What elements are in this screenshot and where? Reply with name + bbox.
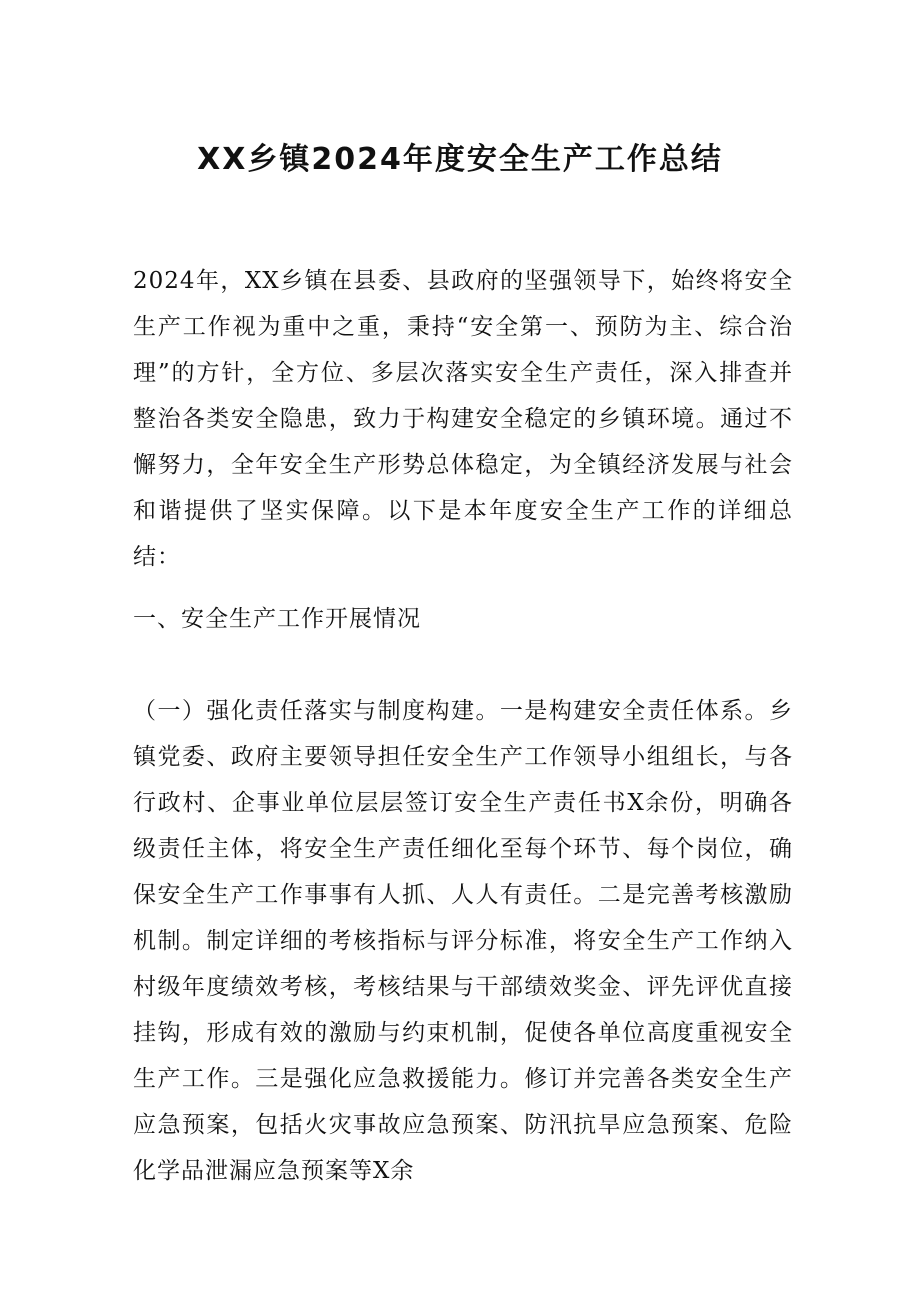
document-title: XX乡镇2024年度安全生产工作总结 (197, 142, 723, 177)
section-heading: 一、安全生产工作开展情况 (133, 606, 421, 632)
intro-paragraph: 2024年，XX乡镇在县委、县政府的坚强领导下，始终将安全生产工作视为重中之重，秉持“安全第一、预防为主、综合治理”的方针，全方位、多层次落实安全生产责任，深入排查并整治各类安全隐患，致力于构建安全稳定的乡镇环境。通过不懈努力，全年安全生产形势总体稳定，为全镇经济发展与社会和谐提供了坚实保障。以下是本年度安全生产工作的详细总结： (133, 268, 793, 570)
section-1-paragraph: （一）强化责任落实与制度构建。一是构建安全责任体系。乡镇党委、政府主要领导担任安全生产工作领导小组组长，与各行政村、企事业单位层层签订安全生产责任书X余份，明确各级责任主体，将安全生产责任细化至每个环节、每个岗位，确保安全生产工作事事有人抓、人人有责任。二是完善考核激励机制。制定详细的考核指标与评分标准，将安全生产工作纳入村级年度绩效考核，考核结果与干部绩效奖金、评先评优直接挂钩，形成有效的激励与约束机制，促使各单位高度重视安全生产工作。三是强化应急救援能力。修订并完善各类安全生产应急预案，包括火灾事故应急预案、防汛抗旱应急预案、危险化学品泄漏应急预案等X余 (133, 698, 793, 1184)
